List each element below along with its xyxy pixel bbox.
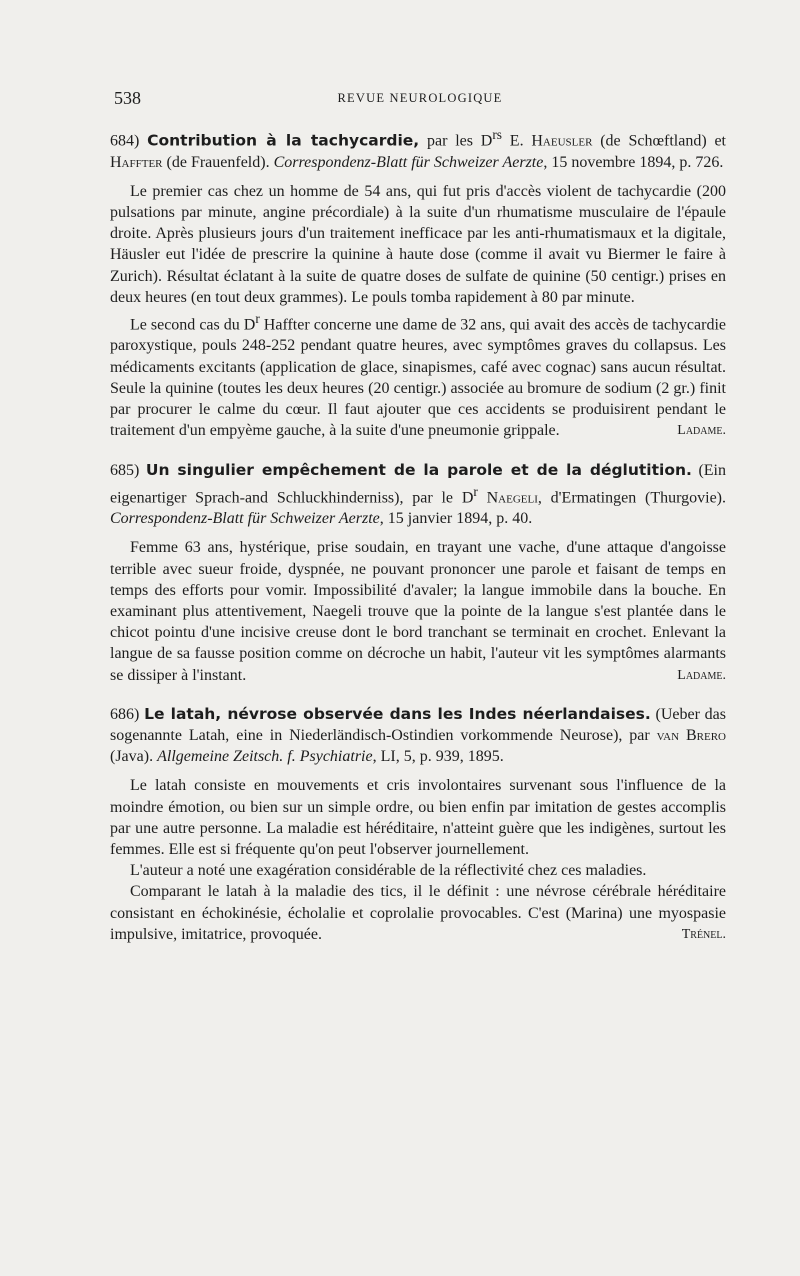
citation-text: , LI, 5, p. 939, 1895. (372, 748, 504, 766)
citation-text: (Java). (110, 748, 158, 766)
paragraph-text: Le second cas du D (130, 316, 256, 334)
article-685 (110, 460, 726, 686)
article-686 (110, 704, 726, 945)
citation-text: (Ueber das sogenannte Latah, eine in Niederländisch-Ostindien vorkommende Neurose), par (110, 705, 727, 745)
journal-name: Correspondenz-Blatt für Schweizer Aerzte (110, 510, 380, 528)
body-paragraph: Le latah consiste en mouvements et cris involontaires survenant sous l'influence de la moindre émotion, ou bien sur un simple ordre, ou bien enfin par imitation de gestes accomplis par une autre personne. La maladie est héréditaire, n'atteint guère que les indigènes, surtout les femmes. Elle est si fréquente qu'on peut l'observer journellement. (110, 777, 726, 859)
paragraph-text: Haffter concerne une dame de 32 ans, qui avait des accès de tachycardie paroxystique, pouls 248-252 pendant quatre heures, avec symptômes graves du collapsus. Les médicaments excitants (application de glace, sinapismes, café avec cognac) sans aucun résultat. Seule la quinine (toutes les deux heures (20 centigr.) associée au bromure de sodium (2 gr.) finit par procurer le calme du cœur. Il faut ajouter que ces accidents se produisirent pendant le traitement d'un empyème gauche, à la suite d'une pneumonie grippale. (110, 316, 727, 440)
paragraph-text: Femme 63 ans, hystérique, prise soudain, en trayant une vache, d'une attaque d'angoisse terrible avec sueur froide, dyspnée, ne pouvant prononcer une parole et faisant de temps en temps des efforts pour vomir. Impossibilité d'avaler; la langue immobile dans la bouche. En examinant plus attentivement, Naegeli trouve que la pointe de la langue s'est plantée dans le chicot pointu d'une incisive creuse dont le bord tranchant se terminait en crochet. Enlevant la langue de sa fausse position comme on décroche un habit, l'auteur vit les symptômes alarmants se dissiper à l'instant. (110, 539, 726, 684)
running-title: REVUE NEUROLOGIQUE (337, 91, 503, 105)
citation-text: par les D (419, 132, 493, 150)
article-number: 684) (110, 132, 140, 150)
signature: Ladame. (677, 667, 726, 683)
article-heading (110, 704, 726, 768)
signature: Trénel. (681, 926, 726, 942)
author-name: Brero (679, 727, 726, 745)
article-684 (110, 124, 726, 442)
citation-text: E. (502, 132, 532, 150)
article-title: Contribution à la tachycardie, (147, 131, 420, 150)
article-number: 686) (110, 705, 140, 723)
page-header (114, 88, 726, 112)
paragraph-text: Comparant le latah à la maladie des tics, il le définit : une névrose cérébrale héréditaire consistant en échokinésie, écholalie et coprolalie provocables. C'est (Marina) une myospasie impulsive, imitatrice, provoquée. (110, 883, 726, 943)
author-name: Haffter (110, 153, 163, 171)
superscript: r (473, 483, 478, 499)
citation-text: , d'Ermatingen (Thurgovie). (537, 489, 727, 507)
body-paragraph (110, 308, 726, 442)
superscript: rs (492, 127, 502, 142)
superscript: r (255, 310, 260, 326)
article-heading (110, 460, 726, 530)
citation-text: , 15 janvier 1894, p. 40. (379, 510, 533, 528)
author-name: Haeusler (531, 132, 593, 150)
citation-text: (de Schœftland) et (592, 132, 727, 150)
article-heading (110, 124, 726, 173)
article-title: Le latah, névrose observée dans les Indes néerlandaises. (144, 704, 651, 723)
body-paragraph: Le premier cas chez un homme de 54 ans, qui fut pris d'accès violent de tachycardie (200 pulsations par minute, angine précordiale) à la suite d'un rhumatisme musculaire de l'épaule droite. Après plusieurs jours d'un traitement inefficace par les anti-rhumatismaux et la digitale, Häusler eut l'idée de prescrire la quinine à haute dose (comme il avait vu Biermer le faire à Zurich). Résultat éclatant à la suite de quatre doses de sulfate de quinine (50 centigr.) prises en deux heures (en tout deux grammes). Le pouls tomba rapidement à 80 par minute. (110, 182, 726, 306)
citation-text: (Ein eigenartiger Sprach-and Schluckhinderniss), par le D (110, 461, 727, 507)
author-particle: van (656, 727, 680, 745)
signature: Ladame. (677, 423, 726, 439)
page-number: 538 (114, 88, 141, 108)
citation-text: , 15 novembre 1894, p. 726. (543, 153, 724, 171)
journal-name: Allgemeine Zeitsch. f. Psychiatrie (157, 748, 373, 766)
article-title: Un singulier empêchement de la parole et de la déglutition. (145, 460, 692, 479)
journal-name: Correspondenz-Blatt für Schweizer Aerzte (273, 153, 544, 171)
author-name: Naegeli (477, 489, 538, 507)
body-paragraph: L'auteur a noté une exagération considérable de la réflectivité chez ces maladies. (130, 862, 647, 880)
body-paragraph (110, 881, 726, 945)
article-number: 685) (110, 461, 140, 479)
page-content (110, 124, 726, 945)
body-paragraph (110, 537, 726, 685)
citation-text: (de Frauenfeld). (162, 153, 274, 171)
